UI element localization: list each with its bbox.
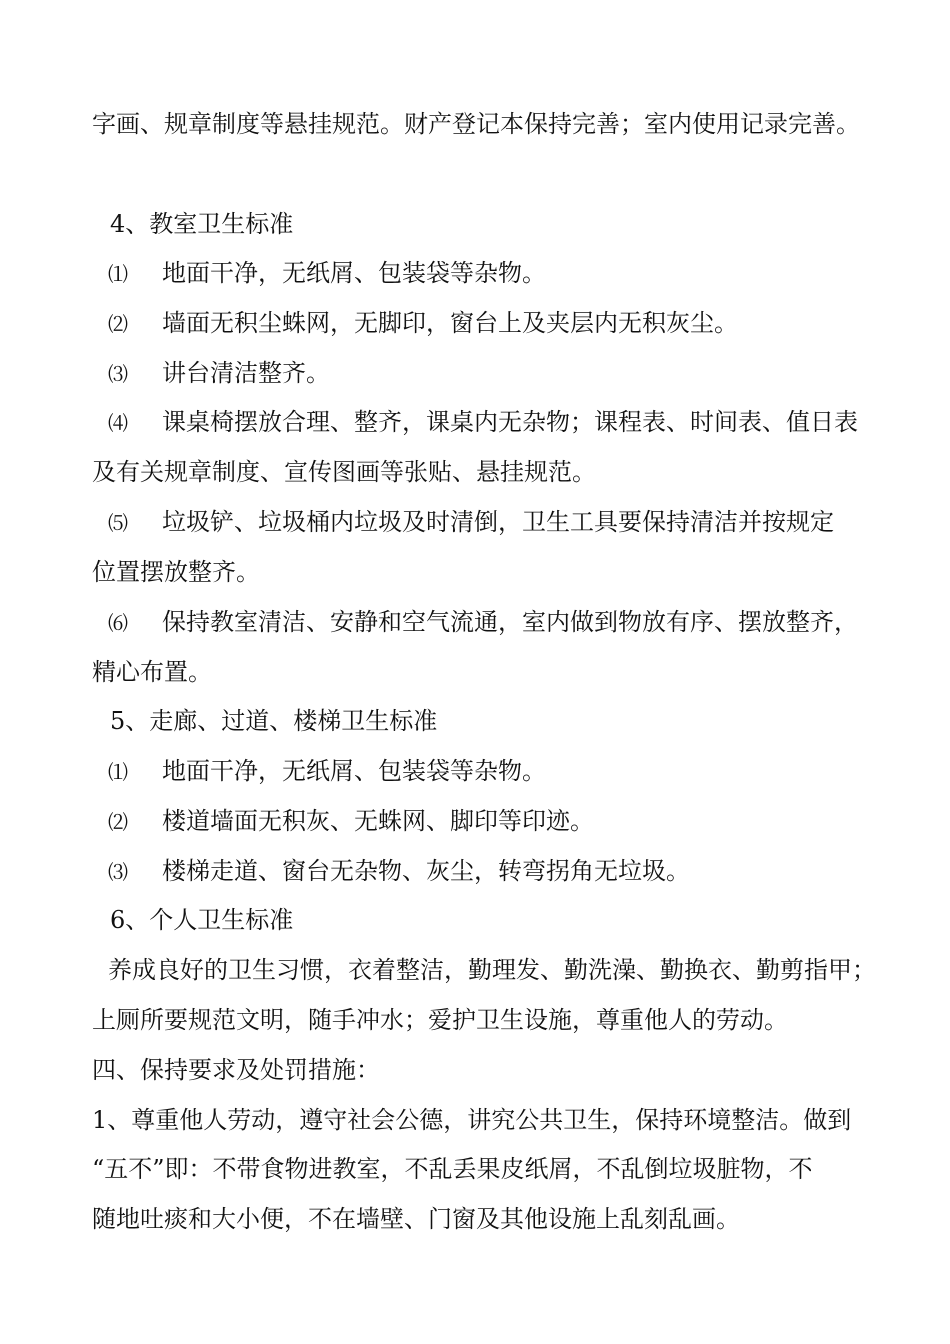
list-item-classroom-1 <box>108 257 546 289</box>
paragraph-line <box>92 656 212 688</box>
item-number: ⑷ <box>108 411 128 435</box>
heading-text: 四、保持要求及处罚措施： <box>92 1056 380 1084</box>
paragraph-line <box>92 1153 813 1185</box>
section-heading-requirements <box>92 1054 380 1086</box>
list-item-classroom-5 <box>108 506 834 538</box>
item-number: ⑵ <box>108 312 128 336</box>
heading-text: 5、走廊、过道、楼梯卫生标准 <box>110 707 438 735</box>
item-text: 墙面无积尘蛛网，无脚印，窗台上及夹层内无积灰尘。 <box>162 309 738 337</box>
item-number: ⑹ <box>108 611 128 635</box>
section-heading-corridor <box>110 705 437 737</box>
line-text: 位置摆放整齐。 <box>92 558 260 586</box>
paragraph-line <box>92 1004 788 1036</box>
item-text: 楼梯走道、窗台无杂物、灰尘，转弯拐角无垃圾。 <box>162 857 690 885</box>
item-number: ⑴ <box>108 262 128 286</box>
item-text: 地面干净，无纸屑、包装袋等杂物。 <box>162 757 546 785</box>
item-text: 垃圾铲、垃圾桶内垃圾及时清倒，卫生工具要保持清洁并按规定 <box>162 508 834 536</box>
item-text: 楼道墙面无积灰、无蛛网、脚印等印迹。 <box>162 807 594 835</box>
list-item-classroom-3 <box>108 357 330 389</box>
item-number: ⑴ <box>108 760 128 784</box>
line-text: 上厕所要规范文明，随手冲水；爱护卫生设施，尊重他人的劳动。 <box>92 1006 788 1034</box>
item-text: 讲台清洁整齐。 <box>162 359 330 387</box>
list-item-corridor-1 <box>108 755 546 787</box>
item-number: ⑶ <box>108 362 128 386</box>
heading-text: 6、个人卫生标准 <box>110 906 294 934</box>
paragraph-line <box>92 108 860 140</box>
paragraph-line <box>92 556 260 588</box>
line-text: 及有关规章制度、宣传图画等张贴、悬挂规范。 <box>92 458 596 486</box>
list-item-classroom-2 <box>108 307 738 339</box>
list-item-classroom-4 <box>108 406 858 438</box>
item-number: ⑸ <box>108 511 128 535</box>
section-heading-personal <box>110 904 293 936</box>
paragraph-line <box>92 1203 740 1235</box>
list-item-corridor-3 <box>108 855 690 887</box>
item-number: ⑶ <box>108 860 128 884</box>
item-text: 课桌椅摆放合理、整齐，课桌内无杂物；课程表、时间表、值日表 <box>162 408 858 436</box>
line-text: 精心布置。 <box>92 658 212 686</box>
item-text: 地面干净，无纸屑、包装袋等杂物。 <box>162 259 546 287</box>
line-text: “五不”即：不带食物进教室，不乱丢果皮纸屑，不乱倒垃圾脏物，不 <box>92 1155 813 1183</box>
paragraph-line <box>92 1104 851 1136</box>
item-text: 保持教室清洁、安静和空气流通，室内做到物放有序、摆放整齐， <box>162 608 858 636</box>
list-item-classroom-6 <box>108 606 858 638</box>
line-text: 字画、规章制度等悬挂规范。财产登记本保持完善；室内使用记录完善。 <box>92 110 860 138</box>
heading-text: 4、教室卫生标准 <box>110 210 294 238</box>
paragraph-line <box>92 456 596 488</box>
line-text: 随地吐痰和大小便，不在墙壁、门窗及其他设施上乱刻乱画。 <box>92 1205 740 1233</box>
item-number: ⑵ <box>108 810 128 834</box>
paragraph-line <box>108 954 876 986</box>
list-item-corridor-2 <box>108 805 594 837</box>
line-text: 1、尊重他人劳动，遵守社会公德，讲究公共卫生，保持环境整洁。做到 <box>92 1106 852 1134</box>
line-text: 养成良好的卫生习惯，衣着整洁，勤理发、勤洗澡、勤换衣、勤剪指甲； <box>108 956 876 984</box>
section-heading-classroom <box>110 208 293 240</box>
